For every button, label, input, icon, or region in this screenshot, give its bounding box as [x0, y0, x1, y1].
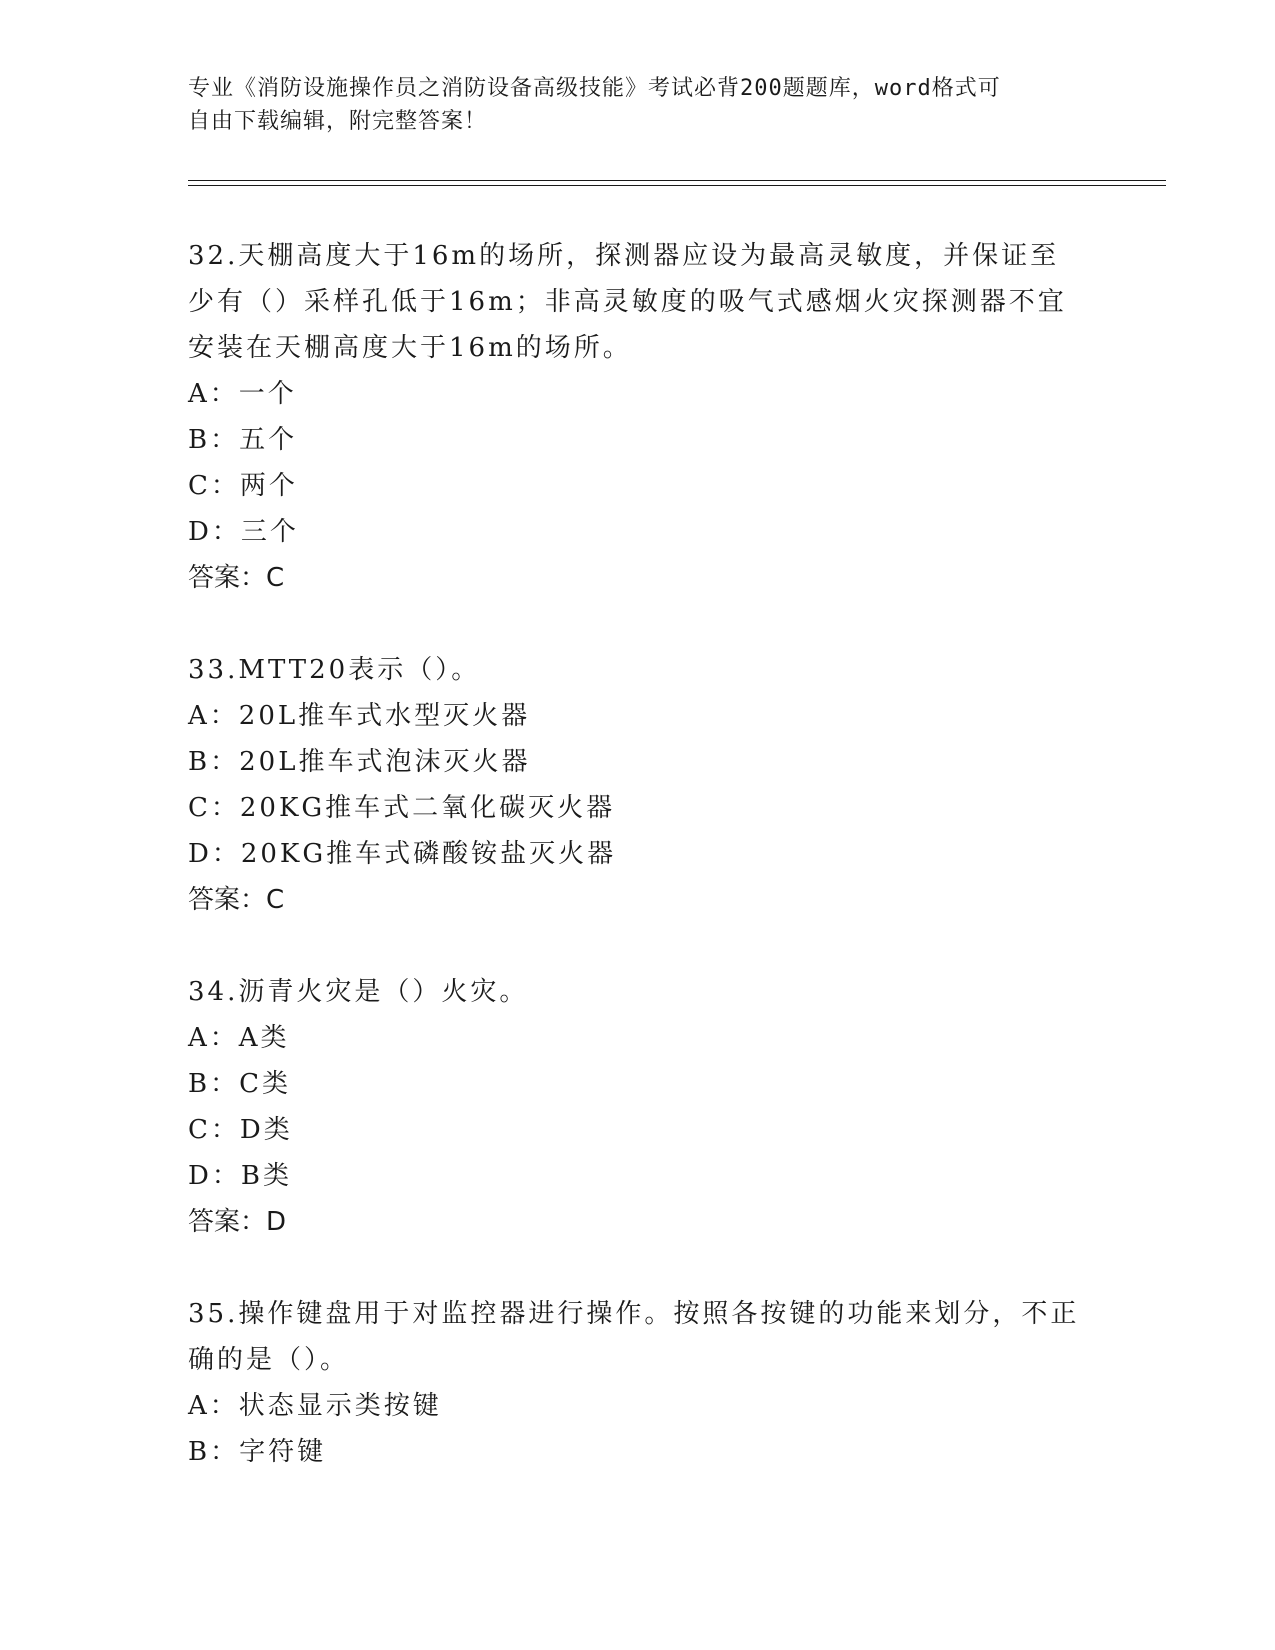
question-stem: 33.MTT20表示（）。	[188, 655, 481, 685]
answer-line: 答案：D	[188, 1207, 287, 1237]
option-a: A：状态显示类按键	[188, 1391, 442, 1421]
option-c: C：D类	[188, 1115, 293, 1145]
header-line-1: 专业《消防设施操作员之消防设备高级技能》考试必背200题题库，word格式可	[188, 76, 1001, 101]
question-list	[188, 233, 1088, 1521]
option-d: D：三个	[188, 517, 299, 547]
header-divider-bottom	[188, 185, 1166, 186]
option-a: A：20L推车式水型灭火器	[188, 701, 531, 731]
option-c: C：20KG推车式二氧化碳灭火器	[188, 793, 616, 823]
option-d: D：20KG推车式磷酸铵盐灭火器	[188, 839, 617, 869]
question-stem: 35.操作键盘用于对监控器进行操作。按照各按键的功能来划分，不正确的是（）。	[188, 1299, 1080, 1375]
question-34	[188, 969, 1088, 1245]
answer-line: 答案：C	[188, 563, 285, 593]
option-a: A：A类	[188, 1023, 290, 1053]
option-a: A：一个	[188, 379, 297, 409]
question-stem: 32.天棚高度大于16m的场所，探测器应设为最高灵敏度，并保证至少有（）采样孔低于16m；非高灵敏度的吸气式感烟火灾探测器不宜安装在天棚高度大于16m的场所。	[188, 241, 1067, 363]
option-b: B：字符键	[188, 1437, 327, 1467]
option-b: B：20L推车式泡沫灭火器	[188, 747, 531, 777]
question-stem: 34.沥青火灾是（）火灾。	[188, 977, 529, 1007]
answer-line: 答案：C	[188, 885, 285, 915]
header-line-2: 自由下载编辑，附完整答案！	[188, 109, 488, 134]
question-32	[188, 233, 1088, 601]
option-c: C：两个	[188, 471, 298, 501]
question-33	[188, 647, 1088, 923]
header-divider-top	[188, 180, 1166, 181]
question-35	[188, 1291, 1088, 1475]
option-b: B：五个	[188, 425, 298, 455]
option-b: B：C类	[188, 1069, 292, 1099]
option-d: D：B类	[188, 1161, 292, 1191]
document-header	[188, 72, 1088, 138]
